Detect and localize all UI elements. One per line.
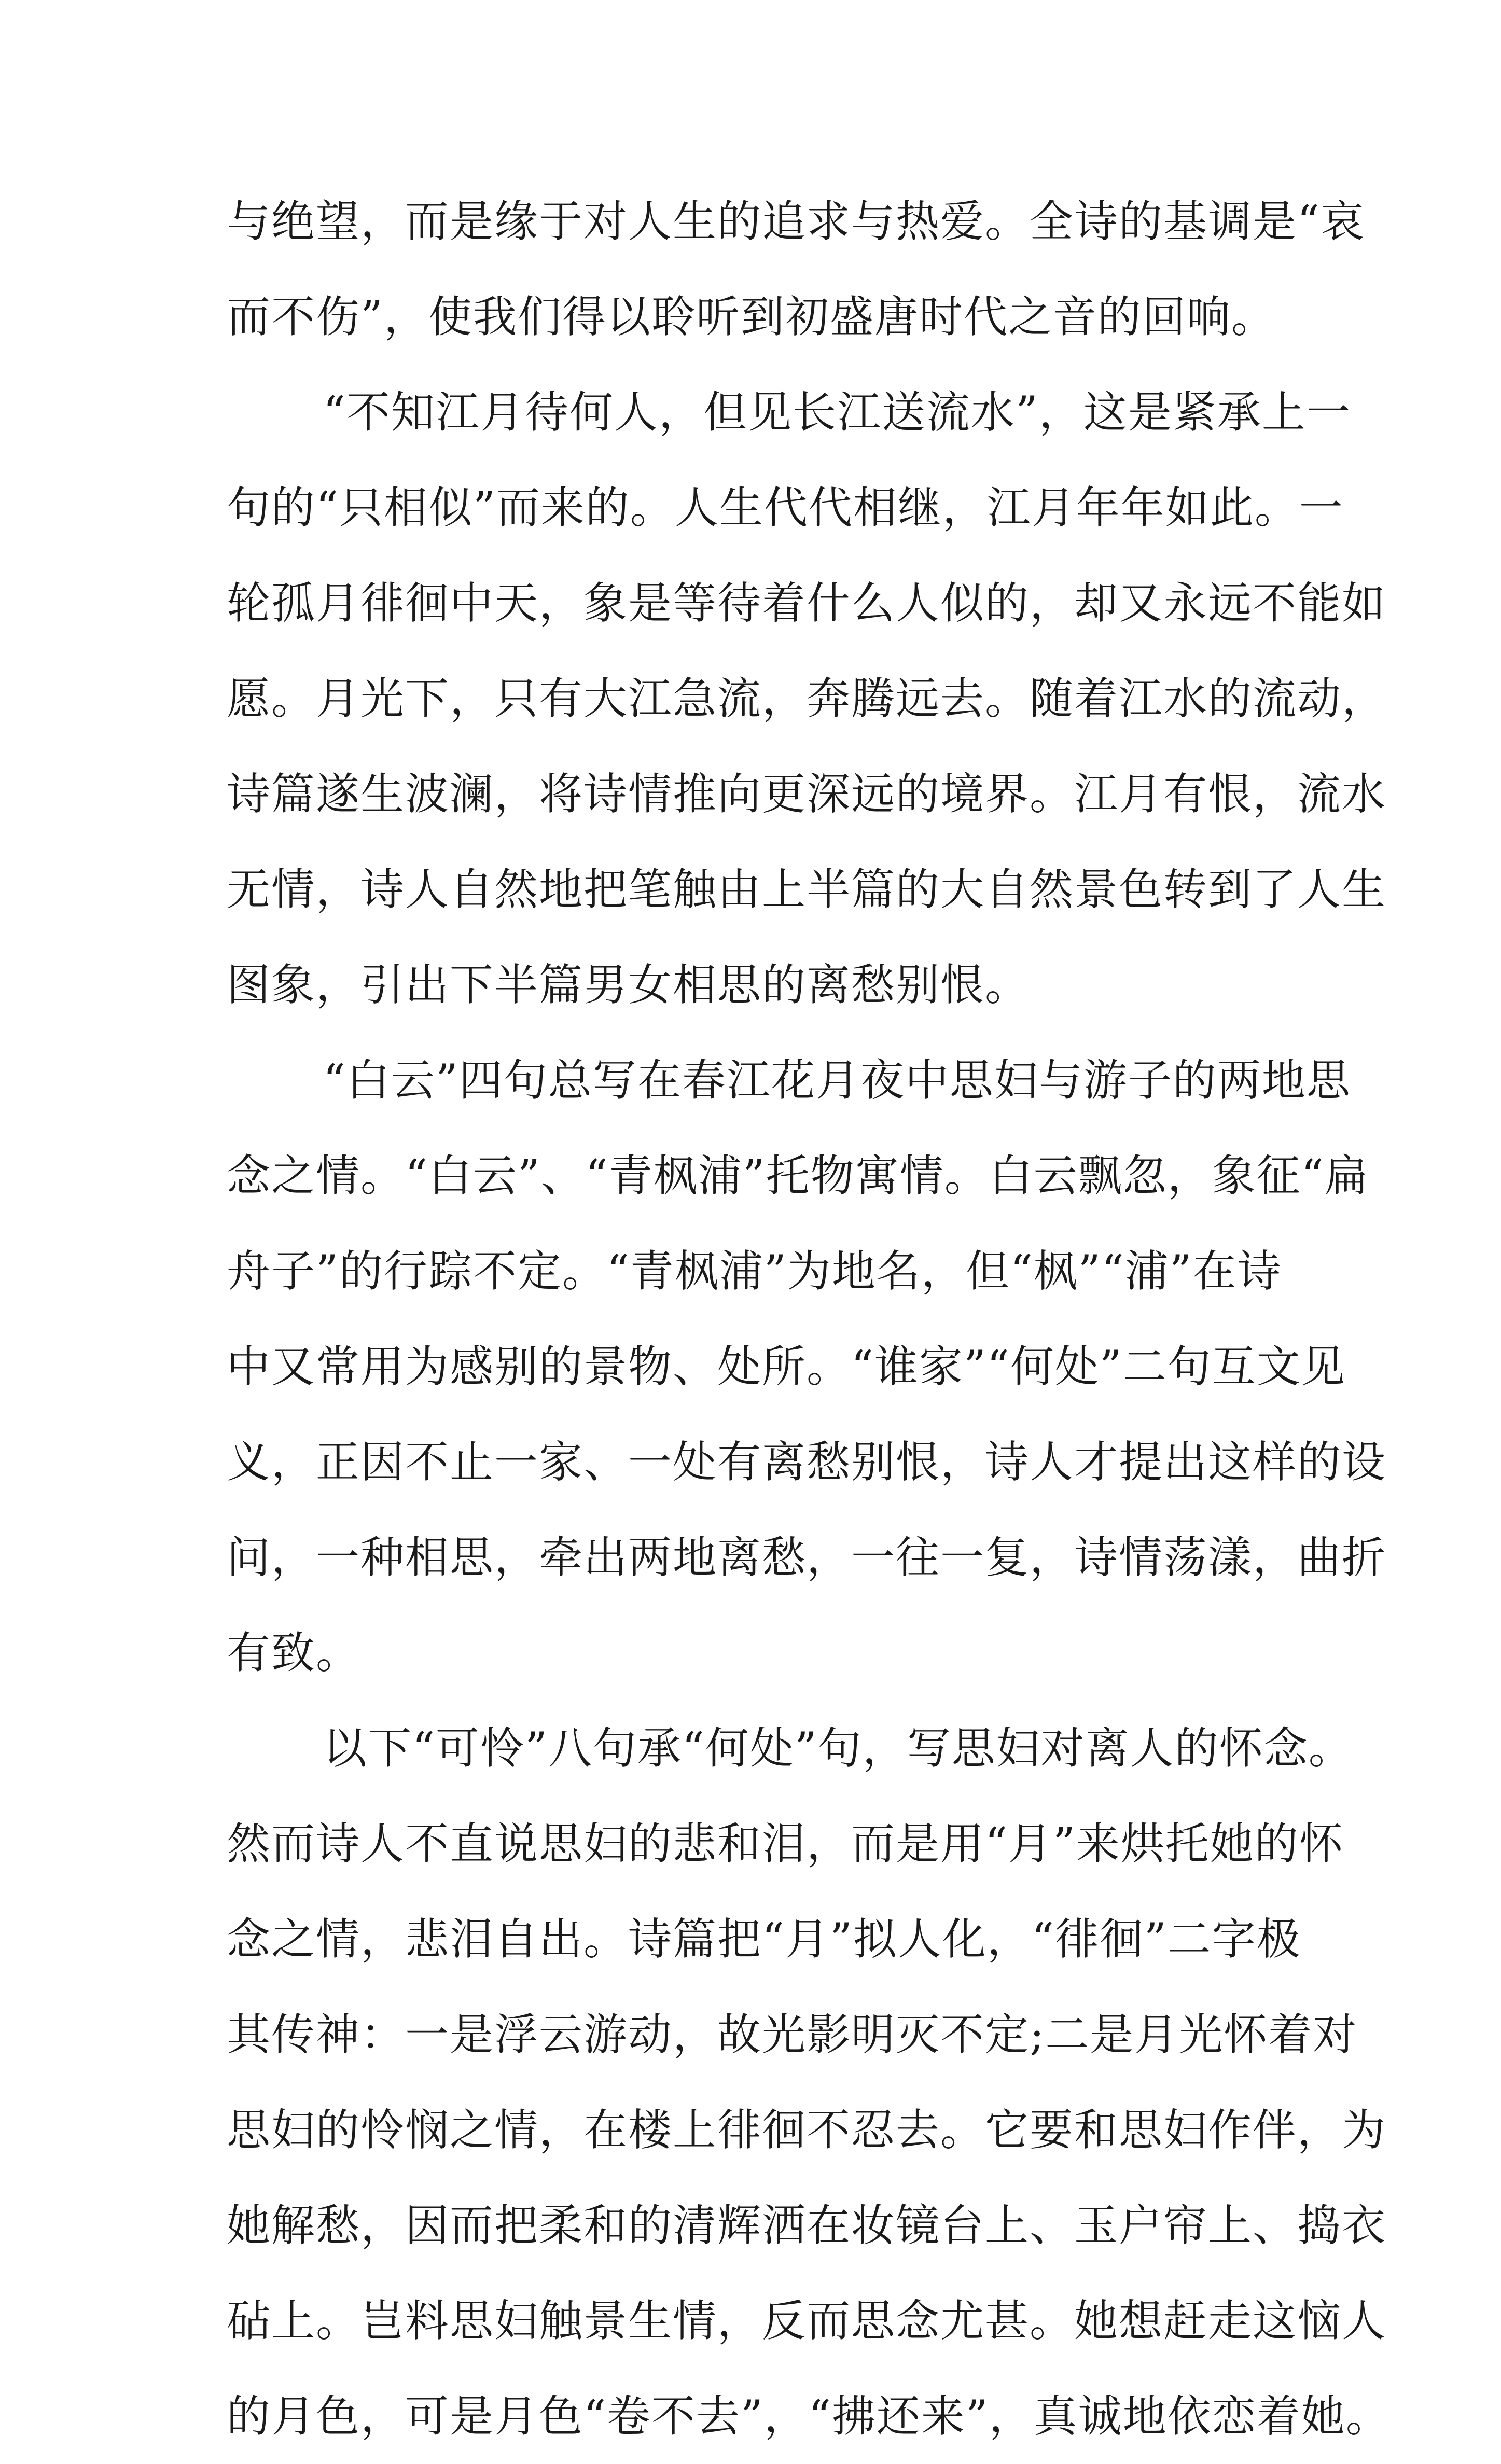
text-line: 中又常用为感别的景物、处所。“谁家”“何处”二句互文见 <box>227 1341 1346 1392</box>
text-line: 义，正因不止一家、一处有离愁别恨，诗人才提出这样的设 <box>227 1437 1387 1487</box>
text-line: 图象，引出下半篇男女相思的离愁别恨。 <box>227 959 1030 1010</box>
text-line: 愿。月光下，只有大江急流，奔腾远去。随着江水的流动， <box>227 673 1387 724</box>
text-line: 砧上。岂料思妇触景生情，反而思念尤甚。她想赶走这恼人 <box>227 2295 1387 2346</box>
text-line: 无情，诗人自然地把笔触由上半篇的大自然景色转到了人生 <box>227 864 1387 915</box>
text-line: 念之情，悲泪自出。诗篇把“月”拟人化，“徘徊”二字极 <box>227 1914 1301 1965</box>
text-line: 她解愁，因而把柔和的清辉洒在妆镜台上、玉户帘上、捣衣 <box>227 2200 1387 2251</box>
paragraph-first-line: “白云”四句总写在春江花月夜中思妇与游子的两地思 <box>323 1055 1351 1106</box>
body-text <box>227 174 1391 2464</box>
text-line: 问，一种相思，牵出两地离愁，一往一复，诗情荡漾，曲折 <box>227 1532 1387 1583</box>
text-line: 有致。 <box>227 1627 361 1678</box>
text-line: 思妇的怜悯之情，在楼上徘徊不忍去。它要和思妇作伴，为 <box>227 2105 1387 2155</box>
text-line: 的月色，可是月色“卷不去”，“拂还来”，真诚地依恋着她。 <box>227 2391 1391 2442</box>
text-line: 其传神：一是浮云游动，故光影明灭不定;二是月光怀着对 <box>227 2009 1358 2060</box>
text-line: 然而诗人不直说思妇的悲和泪，而是用“月”来烘托她的怀 <box>227 1818 1344 1869</box>
text-line: 诗篇遂生波澜，将诗情推向更深远的境界。江月有恨，流水 <box>227 769 1387 819</box>
text-line: 句的“只相似”而来的。人生代代相继，江月年年如此。一 <box>227 482 1344 533</box>
text-line: 与绝望，而是缘于对人生的追求与热爱。全诗的基调是“哀 <box>227 196 1365 247</box>
text-line: 舟子”的行踪不定。“青枫浦”为地名，但“枫”“浦”在诗 <box>227 1246 1282 1297</box>
text-line: 念之情。“白云”、“青枫浦”托物寓情。白云飘忽，象征“扁 <box>227 1150 1369 1201</box>
text-line: 轮孤月徘徊中天，象是等待着什么人似的，却又永远不能如 <box>227 578 1387 629</box>
paragraph-first-line: “不知江月待何人，但见长江送流水”，这是紧承上一 <box>323 387 1351 438</box>
text-line: 而不伤”，使我们得以聆听到初盛唐时代之音的回响。 <box>227 291 1276 342</box>
paragraph-first-line: 以下“可怜”八句承“何处”句，写思妇对离人的怀念。 <box>323 1723 1353 1774</box>
